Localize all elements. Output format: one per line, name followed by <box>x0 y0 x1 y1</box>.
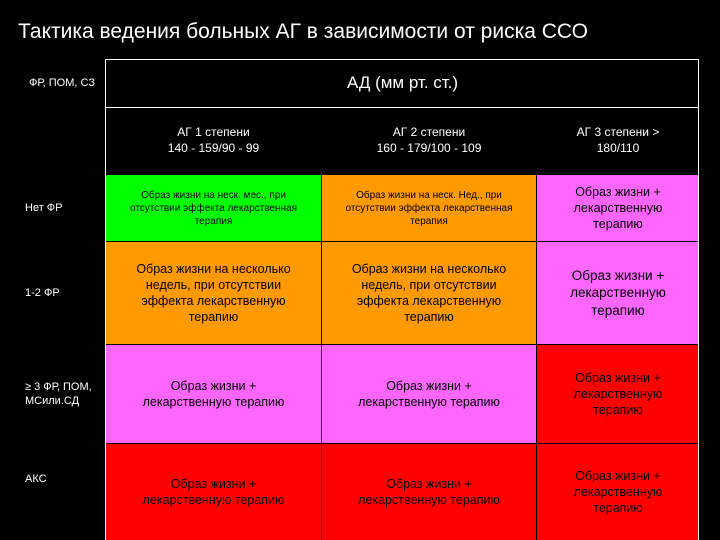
cell-no-rf-ag1: Образ жизни на неск. мес., при отсутствии эффекта лекарственная терапия <box>106 175 321 241</box>
corner-header <box>19 59 105 107</box>
row-label-1-2-rf: 1-2 ФР <box>25 286 60 299</box>
col2-name: АГ 2 степени <box>392 125 466 140</box>
grid-line <box>698 59 699 540</box>
cell-3-rf-ag1: Образ жизни + лекарственную терапию <box>106 345 321 443</box>
grid-line <box>105 59 106 540</box>
cell-aks-ag1: Образ жизни + лекарственную терапию <box>106 444 321 540</box>
grid-line <box>105 107 699 108</box>
grid-line <box>105 59 699 60</box>
ad-header-text: АД (мм рт. ст.) <box>346 72 459 92</box>
cell-1-2-rf-ag3: Образ жизни + лекарственную терапию <box>537 242 699 344</box>
row-label-3-rf: ≥ 3 ФР, ПОМ, МСили.СД <box>25 380 92 407</box>
col3-range: 180/110 <box>596 141 640 155</box>
cell-3-rf-ag3: Образ жизни + лекарственную терапию <box>537 345 699 443</box>
ad-header <box>106 59 699 107</box>
risk-table <box>19 59 699 540</box>
cell-no-rf-ag2: Образ жизни на неск. Нед., при отсутствии эффекта лекарственная терапия <box>322 175 536 241</box>
col2-header <box>322 108 536 174</box>
row-label-no-rf: Нет ФР <box>25 201 63 214</box>
col2-range: 160 - 179/100 - 109 <box>376 141 482 155</box>
corner-header-text: ФР, ПОМ, СЗ <box>29 76 95 89</box>
cell-1-2-rf-ag1: Образ жизни на несколько недель, при отсутствии эффекта лекарственную терапию <box>106 242 321 344</box>
col3-name: АГ 3 степени > <box>576 125 660 140</box>
col1-range: 140 - 159/90 - 99 <box>167 141 260 155</box>
page-title: Тактика ведения больных АГ в зависимости от риска ССО <box>18 20 588 43</box>
col3-header <box>537 108 699 174</box>
cell-1-2-rf-ag2: Образ жизни на несколько недель, при отсутствии эффекта лекарственную терапию <box>322 242 536 344</box>
cell-aks-ag3: Образ жизни + лекарственную терапию <box>537 444 699 540</box>
cell-aks-ag2: Образ жизни + лекарственную терапию <box>322 444 536 540</box>
col1-name: АГ 1 степени <box>177 125 250 140</box>
row-label-aks: АКС <box>25 473 47 485</box>
col1-header <box>106 108 321 174</box>
cell-3-rf-ag2: Образ жизни + лекарственную терапию <box>322 345 536 443</box>
cell-no-rf-ag3: Образ жизни + лекарственную терапию <box>537 175 699 241</box>
